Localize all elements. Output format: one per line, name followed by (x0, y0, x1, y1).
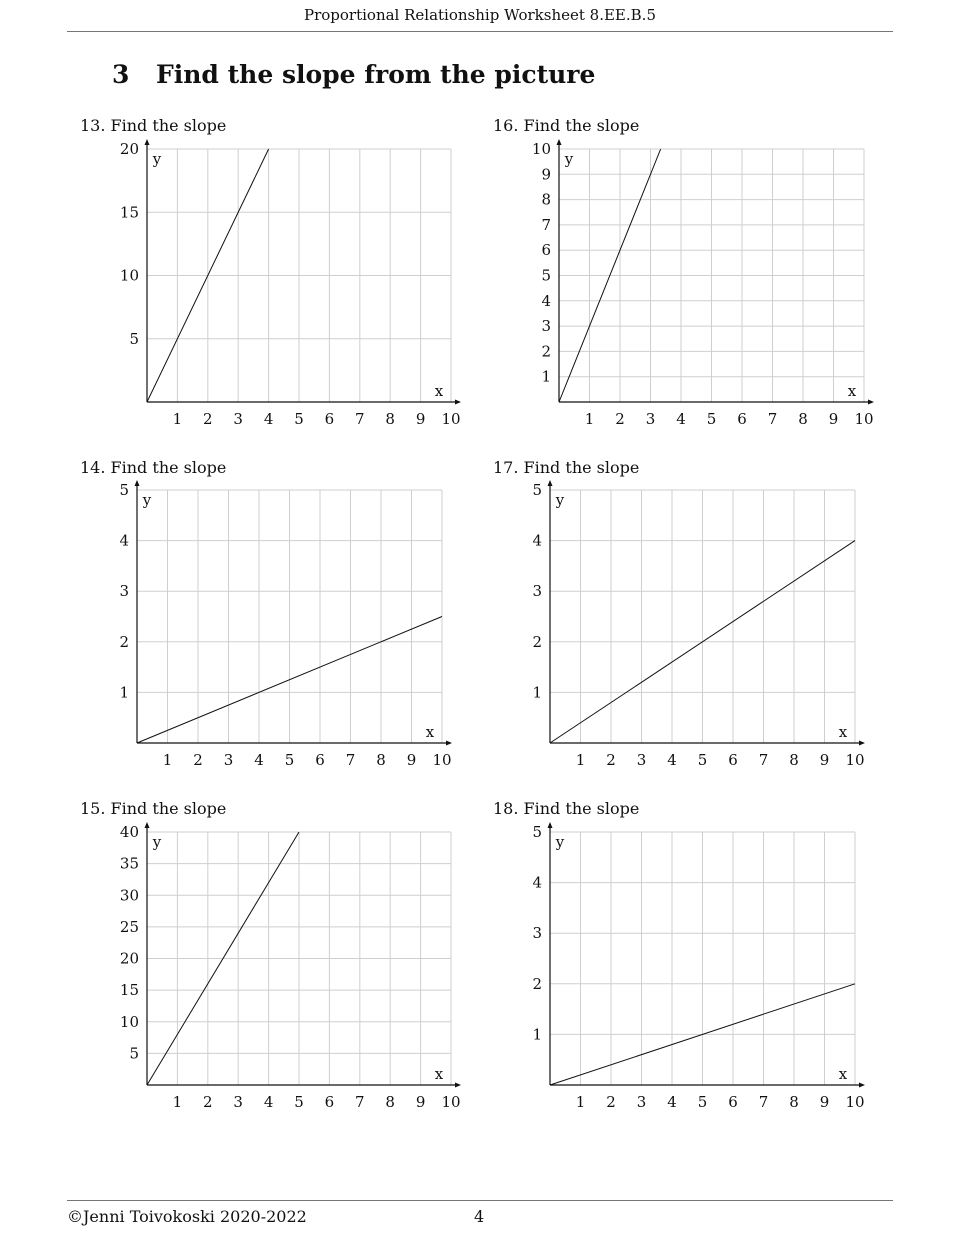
chart-17-ytick-label-4: 5 (532, 481, 542, 499)
chart-18-ytick-label-4: 5 (532, 823, 542, 841)
chart-17-xtick-label-5: 6 (728, 751, 738, 769)
chart-18-xtick-label-8: 9 (819, 1093, 830, 1111)
chart-15-ytick-label-2: 15 (119, 981, 139, 1000)
chart-15-xtick-label-7: 8 (385, 1093, 395, 1111)
chart-18-ytick-label-0: 1 (532, 1025, 542, 1044)
chart-13-xtick-label-4: 5 (294, 410, 304, 428)
chart-17-xtick-label-8: 9 (819, 751, 830, 769)
chart-15-xtick-label-0: 1 (172, 1093, 183, 1111)
chart-15-x-arrow (455, 1083, 461, 1088)
problem-13-label: 13. Find the slope (80, 116, 227, 135)
footer-copyright: ©Jenni Toivokoski 2020-2022 (67, 1207, 307, 1226)
chart-15-xtick-label-8: 9 (415, 1093, 426, 1111)
chart-16-xtick-label-6: 7 (767, 410, 778, 428)
chart-15-ytick-label-6: 35 (119, 854, 139, 873)
chart-14-x-arrow (446, 741, 452, 746)
chart-13-y-label: y (152, 150, 162, 168)
problem-14-label: 14. Find the slope (80, 458, 227, 477)
chart-15-ytick-label-5: 30 (119, 886, 139, 905)
chart-14-xtick-label-8: 9 (406, 751, 417, 769)
chart-13-x-arrow (455, 400, 461, 405)
chart-16-xtick-label-7: 8 (798, 410, 808, 428)
problem-17-label: 17. Find the slope (493, 458, 640, 477)
chart-18-y-label: y (555, 833, 565, 851)
chart-13-xtick-label-2: 3 (233, 410, 243, 428)
chart-13-xtick-label-3: 4 (263, 410, 274, 428)
chart-18-xtick-label-3: 4 (667, 1093, 677, 1111)
chart-14-ytick-label-4: 5 (119, 481, 129, 499)
chart-14-xtick-label-2: 3 (223, 751, 234, 769)
chart-14-xtick-label-6: 7 (345, 751, 356, 769)
chart-16-ytick-label-8: 9 (541, 165, 551, 184)
problem-18-label: 18. Find the slope (493, 799, 640, 818)
chart-18-xtick-label-7: 8 (789, 1093, 799, 1111)
chart-18-xtick-label-9: 10 (845, 1093, 865, 1111)
chart-16-y-arrow (557, 139, 562, 145)
chart-14-xtick-label-7: 8 (376, 751, 386, 769)
chart-14-xtick-label-3: 4 (254, 751, 264, 769)
chart-16-xtick-label-0: 1 (584, 410, 595, 428)
chart-14-y-arrow (135, 480, 140, 486)
chart-15-xtick-label-4: 5 (294, 1093, 304, 1111)
chart-16-ytick-label-3: 4 (541, 291, 551, 310)
chart-14-x-label: x (425, 723, 435, 741)
chart-13-xtick-label-5: 6 (324, 410, 335, 428)
chart-18-ytick-label-2: 3 (532, 924, 542, 943)
chart-16-xtick-label-8: 9 (828, 410, 839, 428)
chart-16-xtick-label-3: 4 (676, 410, 686, 428)
chart-15-ytick-label-4: 25 (119, 917, 139, 936)
chart-13-xtick-label-0: 1 (172, 410, 183, 428)
chart-16-ytick-label-9: 10 (531, 140, 551, 158)
chart-16-ytick-label-7: 8 (541, 190, 551, 209)
chart-13-xtick-label-6: 7 (355, 410, 365, 428)
chart-16-xtick-label-5: 6 (737, 410, 747, 428)
chart-14-xtick-label-5: 6 (315, 751, 325, 769)
chart-16-xtick-label-4: 5 (706, 410, 717, 428)
chart-15-xtick-label-1: 2 (203, 1093, 213, 1111)
chart-14-xtick-label-9: 10 (432, 751, 452, 769)
chart-15-ytick-label-0: 5 (129, 1044, 139, 1063)
chart-16-x-arrow (868, 400, 874, 405)
chart-17-xtick-label-0: 1 (575, 751, 586, 769)
chart-15-ytick-label-7: 40 (119, 823, 139, 841)
chart-17-xtick-label-7: 8 (789, 751, 799, 769)
chart-14-ytick-label-2: 3 (119, 582, 129, 601)
chart-16-ytick-label-4: 5 (541, 266, 551, 285)
chart-16-x-label: x (847, 382, 857, 400)
footer-page-number: 4 (474, 1207, 485, 1226)
chart-16-ytick-label-2: 3 (541, 317, 551, 336)
chart-18-ytick-label-3: 4 (532, 873, 542, 892)
chart-15-xtick-label-9: 10 (441, 1093, 461, 1111)
chart-17-xtick-label-1: 2 (606, 751, 616, 769)
chart-18-y-arrow (548, 822, 553, 828)
chart-13-ytick-label-3: 20 (119, 140, 139, 158)
chart-18-x-arrow (859, 1083, 865, 1088)
chart-13-xtick-label-1: 2 (203, 410, 213, 428)
chart-15-xtick-label-6: 7 (355, 1093, 365, 1111)
chart-18-xtick-label-0: 1 (575, 1093, 586, 1111)
chart-17-x-label: x (838, 723, 848, 741)
problem-15-label: 15. Find the slope (80, 799, 227, 818)
chart-16-ytick-label-6: 7 (541, 215, 551, 234)
chart-16-xtick-label-9: 10 (854, 410, 874, 428)
chart-17-ytick-label-3: 4 (532, 531, 542, 550)
chart-18-xtick-label-1: 2 (606, 1093, 616, 1111)
section-number: 3 (112, 60, 130, 89)
footer-rule (67, 1200, 893, 1201)
chart-16-y-label: y (564, 150, 574, 168)
chart-13-x-label: x (434, 382, 444, 400)
chart-17-xtick-label-2: 3 (636, 751, 647, 769)
chart-15-ytick-label-1: 10 (119, 1012, 139, 1031)
chart-15-y-arrow (145, 822, 150, 828)
problem-16-label: 16. Find the slope (493, 116, 640, 135)
chart-14-ytick-label-1: 2 (119, 632, 129, 651)
chart-13-xtick-label-7: 8 (385, 410, 395, 428)
chart-14-xtick-label-1: 2 (193, 751, 203, 769)
chart-13-xtick-label-9: 10 (441, 410, 461, 428)
chart-17-xtick-label-9: 10 (845, 751, 865, 769)
chart-17-xtick-label-4: 5 (697, 751, 708, 769)
chart-14-ytick-label-0: 1 (119, 683, 129, 702)
chart-15-xtick-label-5: 6 (324, 1093, 335, 1111)
chart-16-xtick-label-1: 2 (615, 410, 625, 428)
page-header: Proportional Relationship Worksheet 8.EE.B.5 (304, 6, 656, 24)
chart-13-ytick-label-1: 10 (119, 266, 139, 285)
chart-16-ytick-label-1: 2 (541, 342, 551, 361)
chart-17-xtick-label-6: 7 (758, 751, 769, 769)
chart-17-ytick-label-2: 3 (532, 582, 542, 601)
chart-13-ytick-label-2: 15 (119, 203, 139, 222)
chart-17-ytick-label-1: 2 (532, 632, 542, 651)
chart-18-ytick-label-1: 2 (532, 974, 542, 993)
chart-14-y-label: y (142, 491, 152, 509)
chart-15-y-label: y (152, 833, 162, 851)
chart-14-ytick-label-3: 4 (119, 531, 129, 550)
chart-18-xtick-label-5: 6 (728, 1093, 738, 1111)
chart-18-xtick-label-2: 3 (636, 1093, 647, 1111)
chart-15-ytick-label-3: 20 (119, 949, 139, 968)
chart-16-xtick-label-2: 3 (645, 410, 656, 428)
section-heading: Find the slope from the picture (156, 60, 596, 89)
chart-16-ytick-label-0: 1 (541, 367, 551, 386)
chart-17-xtick-label-3: 4 (667, 751, 677, 769)
chart-13-xtick-label-8: 9 (415, 410, 426, 428)
chart-17-ytick-label-0: 1 (532, 683, 542, 702)
chart-14-xtick-label-4: 5 (284, 751, 295, 769)
chart-17-x-arrow (859, 741, 865, 746)
chart-18-xtick-label-4: 5 (697, 1093, 708, 1111)
chart-17-y-arrow (548, 480, 553, 486)
chart-16-ytick-label-5: 6 (541, 241, 551, 260)
chart-15-x-label: x (434, 1065, 444, 1083)
chart-18-xtick-label-6: 7 (758, 1093, 769, 1111)
chart-15-xtick-label-3: 4 (263, 1093, 274, 1111)
chart-13-ytick-label-0: 5 (129, 329, 139, 348)
chart-14-xtick-label-0: 1 (162, 751, 173, 769)
chart-13-y-arrow (145, 139, 150, 145)
chart-15-xtick-label-2: 3 (233, 1093, 243, 1111)
chart-17-y-label: y (555, 491, 565, 509)
chart-18-x-label: x (838, 1065, 848, 1083)
